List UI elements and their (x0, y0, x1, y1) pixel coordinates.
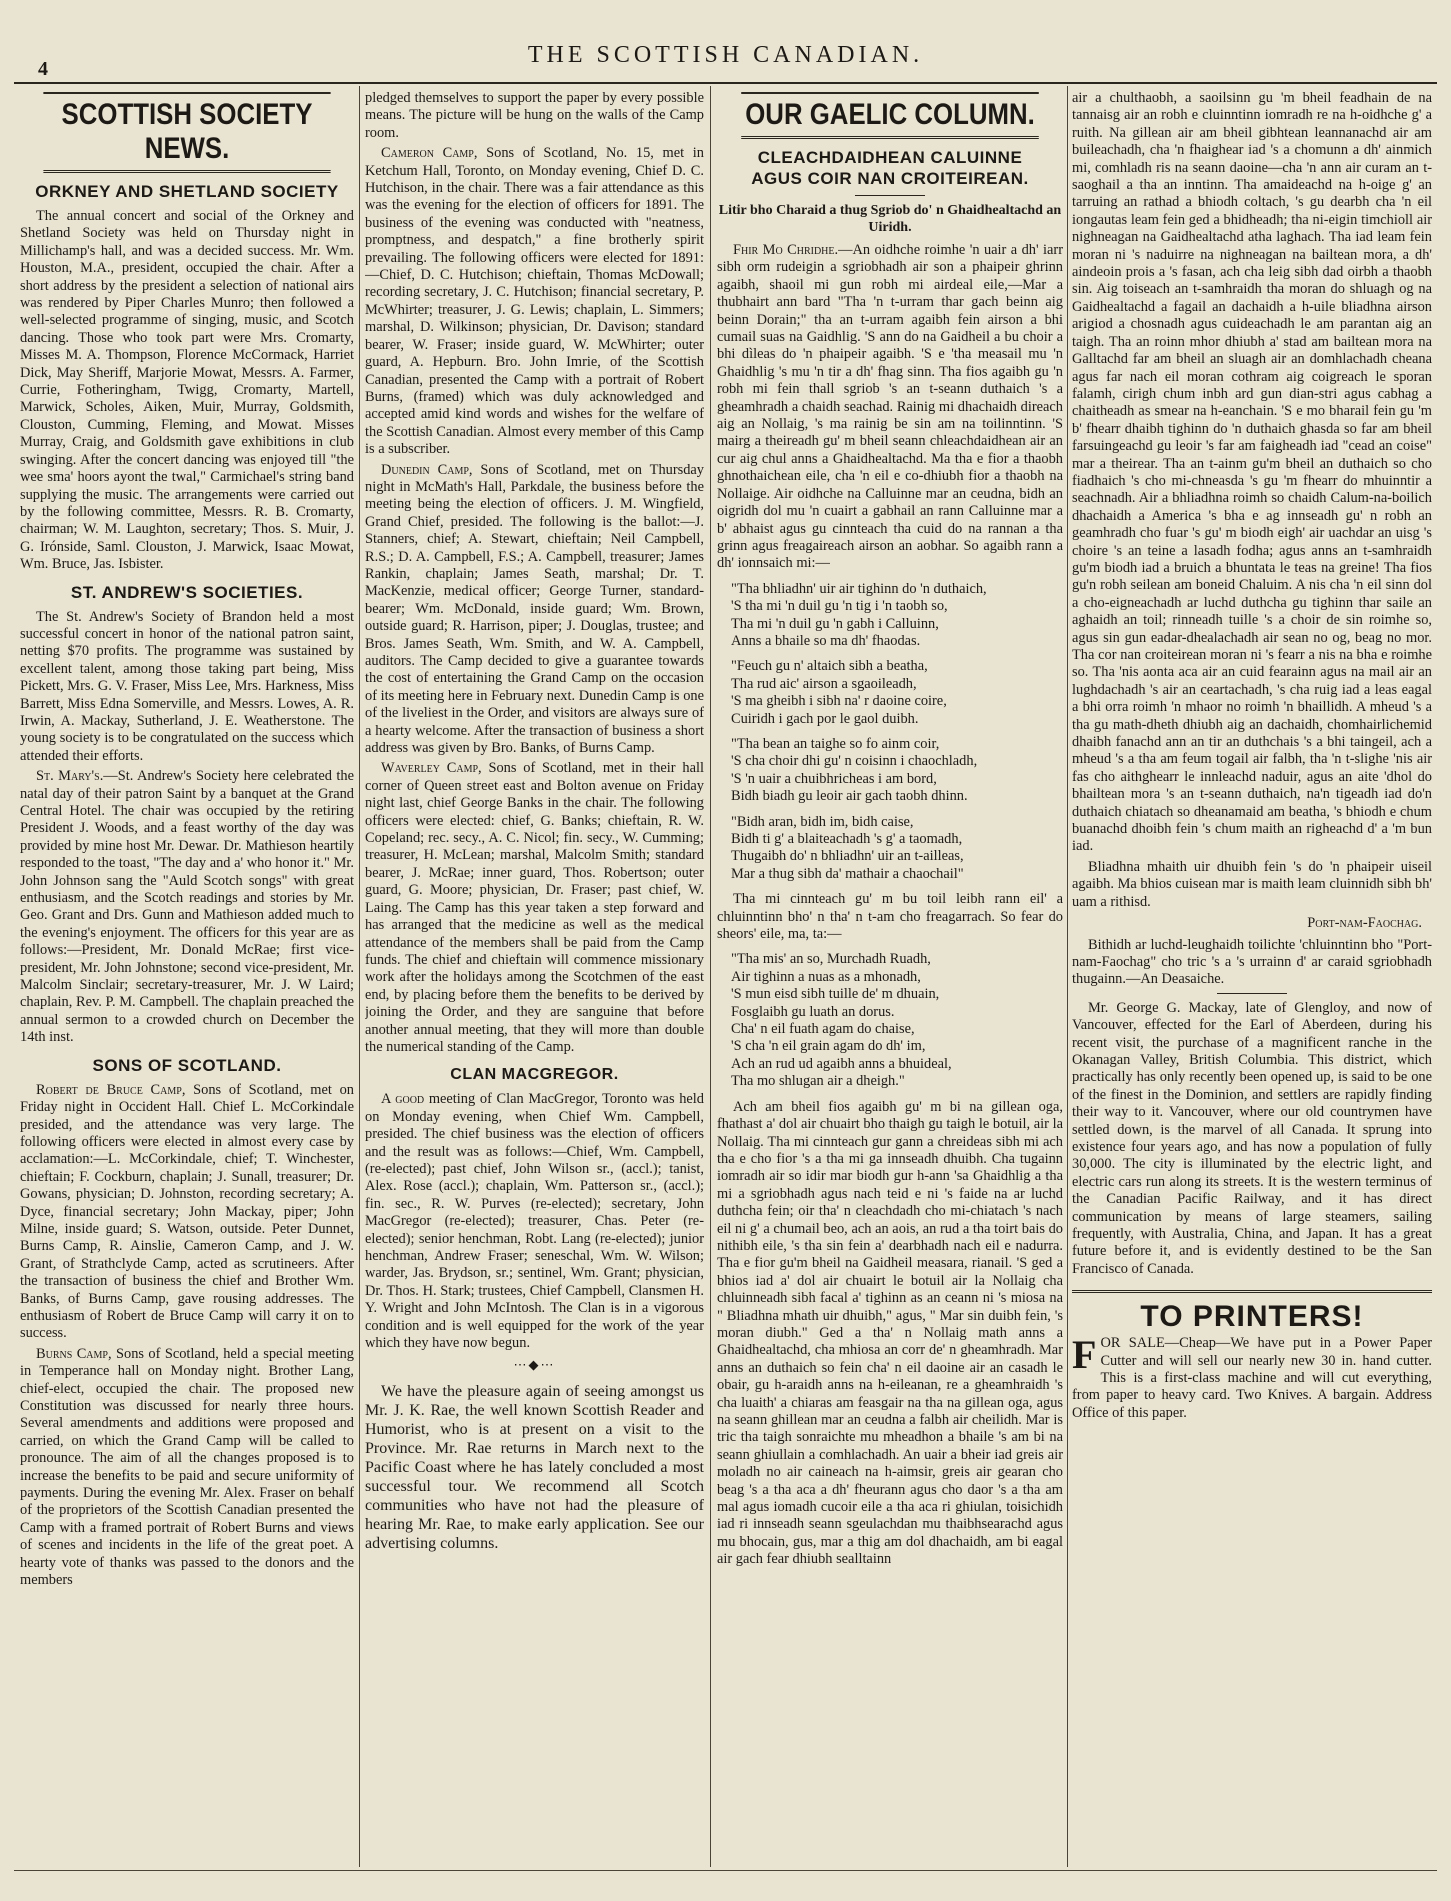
ad-dropcap: F (1072, 1332, 1097, 1378)
heading-orkney-shetland: ORKNEY AND SHETLAND SOCIETY (35, 182, 339, 201)
body-robert-de-bruce: Sons of Scotland, met on Friday night in Occident Hall. Chief L. McCorkindale presided, and the attendance was very large. The following officers were elected in almost every case by acclamation:—L. McCorkindale, chief; T. Winchester, chieftain; F. Cockburn, chaplain; J. Sunall, treasurer; Dr. Gowans, physician; D. Johnston, recording secretary; A. Dyce, financial secretary; John Mackay, piper; John Milne, inside guard; S. Watson, outside. Peter Dunnet, Burns Camp, R. Ainslie, Cameron Camp, and J. W. Grant, of Strathclyde Camp, acted as scrutineers. After the transaction of business the chief and Brother Wm. Banks, of Burns Camp, gave rousing addresses. The enthusiasm of Robert de Bruce Camp will carry it on to success. (20, 1081, 354, 1342)
verse-4 (731, 814, 1063, 884)
column-2 (365, 90, 704, 1867)
verse-line: "Tha bhliadhn' uir air tighinn do 'n duthaich, (731, 580, 987, 597)
verse-line: "Bidh aran, bidh im, bidh caise, (731, 813, 914, 830)
heading-st-andrews: ST. ANDREW'S SOCIETIES. (70, 582, 304, 602)
verse-line: Cha' n eil fuath agam do chaise, (731, 1021, 915, 1038)
article-clan-macgregor (365, 1091, 704, 1352)
article-rae: We have the pleasure again of seeing amongst us Mr. J. K. Rae, the well known Scottish Reader and Humorist, who is at present on a visit to the Province. Mr. Rae returns in March next to the Pacific Coast where he has lately concluded a most successful tour. We recommend all Scotch communities who have not had the pleasure of hearing Mr. Rae, to make early application. See our advertising columns. (365, 1382, 704, 1552)
body-st-marys: —St. Andrew's Society here celebrated the natal day of their patron Saint by a banquet at the Grand Central Hotel. The chair was occupied by the retiring President J. Woods, and a feast worthy of the day was provided by mine host Mr. Dewar. Dr. Mathieson heartily responded to the toast, "The day and a' who honor it." Mr. John Johnson sang the "Auld Scotch songs" with great enthusiasm, and the Scotch readings and stories by Mr. Geo. Grant and Drs. Gunn and Mathieson added much to the evening's enjoyment. The officers for this year are as follows:—President, Mr. Donald McRae; first vice-president, Mr. John Johnstone; second vice-president, Mr. Malcolm Sinclair; secretary-treasurer, Mr. J. W Laird; chaplain, Rev. P. M. Campbell. The chaplain preached the annual sermon to a crowded church on December the 14th inst. (20, 768, 354, 1046)
verse-line: Cuiridh i gach por le gaol duibh. (731, 710, 919, 727)
article-mackay: Mr. George G. Mackay, late of Glengloy, and now of Vancouver, effected for the Earl of Aberdeen, during his recent visit, the purchase of a magnificent ranche in the Okanagan Valley, British Columbia. This district, which practically has only recently been opened up, is said to be one of the finest in the Dominion, and settlers are rapidly finding their way to it. Vancouver, where our old countrymen have settled down, is the marvel of all Canada. It sprung into existence four years ago, and has now a population of fully 30,000. The city is illuminated by the electric light, and electric cars run along its streets. It is the western terminus of the Canadian Pacific Railway, and it has direct communication by means of large steamers, sailing frequently, with Australia, China, and Japan. It has a great future before it, and is evidently destined to be the San Francisco of Canada. (1072, 999, 1432, 1277)
lead-cameron-camp: Cameron Camp, (381, 145, 478, 162)
body-waverley-camp: Sons of Scotland, met in their hall corner of Queen street east and Bolton avenue on Friday night last, chief George Banks in the chair. The following officers were elected: chief, G. Banks; chieftain, R. W. Copeland; rec. secy., A. C. Nicol; fin. secy., W. Cumming; treasurer, H. McLean; marshal, Malcolm Smith; standard bearer, J. McRae; inner guard, Thos. Robertson; outer guard, G. Moore; physician, Dr. Fraser; past chief, W. Laing. The Camp has this year taken a step forward and has arranged that the medicine as well as the medical attendance of the members shall be paid from the Camp funds. The chief and chieftain will commence missionary work after the holidays among the Scotchmen of the east end, by placing before them the benefits to be derived by joining the Order, and they are sanguine that before another annual meeting, that they will more than double the numerical standing of the Camp. (365, 760, 704, 1055)
gaelic-para-1-body: —An oidhche roimhe 'n uair a dh' iarr sibh orm rudeigin a sgriobhadh air son a phaipeir ghrinn agaibh, shaoil mi gun robh mi airdeal eile,—Mar a thubhairt ann bard "Tha 'n t-urram thar gach beinn aig beinn Dorain;" tha an t-urram agaibh fein airson a bhi cumail suas na Gaidhlig. 'S ann do na Gaidheil a bu choir a bhi dìleas do 'n phaipeir agaibh. 'S e 'tha measail mu 'n Ghaidhlig 's mu 'n tir a dh' fhag sinn. Tha fios agaibh gu 'n robh mi fein thall sgriob 's an t-seann duthaich 's a gheamhradh a chaidh seachad. Rainig mi dhachaidh direach aig an Nollaig, 's ma rainig be sin am na toilinntinn. 'S mairg a theireadh gu' m bheil seann chleachdaidhean air an cur aig chul anns a Ghaidhealtachd. Ma tha e fior a thaobh ghnothaichean eile, cha 'n eil e co-dhiubh fior a thaobh na Nollaige. Air oidhche na Calluinne mar an ceudna, bidh an oigridh dol mu 'n cuairt a gabhail an rann Calluinne mar a b' abhaist agus gu cinnteach tha cuid do na rannan a tha grinn agus freagaireach airson an aobhar. So agaibh rann a dh' ionnsaich mi:— (717, 242, 1063, 572)
lead-waverley-camp: Waverley Camp, (381, 760, 482, 777)
article-robert-de-bruce (20, 1082, 354, 1343)
body-cameron-camp: Sons of Scotland, No. 15, met in Ketchum Hall, Toronto, on Monday evening, Chief D. C. Hutchison, in the chair. There was a fair attendance as this was the evening for the election of officers for 1891. The business of the evening was conducted with "neatness, promptness, and despatch," a fine brotherly spirit prevailing. The following officers were elected for 1891:—Chief, D. C. Hutchison; chieftain, Thomas McDowall; recording secretary, J. C. Hutchison; financial secretary, P. McWhirter; treasurer, J. G. Lewis; chaplain, L. Simmers; marshal, D. Wilkinson; physician, Dr. Davison; standard bearer, W. Fraser; inside guard, W. McWhirter; outer guard, A. Hepburn. Bro. John Imrie, of the Scottish Canadian, presented the Camp with a portrait of Robert Burns, (framed) which was duly acknowledged and accepted amid kind words and wishes for the welfare of the Scottish Canadian. Almost every member of this Camp is a subscriber. (365, 145, 704, 458)
lead-robert-de-bruce: Robert de Bruce Camp, (36, 1081, 186, 1098)
verse-line: Anns a bhaile so ma dh' fhaodas. (731, 632, 921, 649)
verse-line: Tha rud aic' airson a sgaoileadh, (731, 675, 917, 692)
letter-heading: Litir bho Charaid a thug Sgriob do' n Ghaidhealtachd an Uiridh. (718, 203, 1062, 235)
masthead: THE SCOTTISH CANADIAN. (527, 42, 924, 68)
verse-3 (731, 736, 1063, 806)
notice-rae (365, 1382, 704, 1553)
short-rule (855, 195, 925, 196)
short-rule (1217, 993, 1287, 994)
article-brandon: The St. Andrew's Society of Brandon held a most successful concert in honor of the national patron saint, netting $70 profits. The programme was sustained by excellent talent, among those taking part being, Miss Pickett, Mrs. G. V. Fraser, Miss Lee, Mrs. Harkness, Miss Barrett, Miss Edna Somerville, and Messrs. Lowes, A. R. Irwin, A. Mackay, Sutherland, J. E. Weatherstone. The young society is to be congratulated on the success which attended their efforts. (20, 608, 354, 764)
verse-line: Tha mo shlugan air a dheigh." (731, 1073, 905, 1090)
heading-clan-macgregor: CLAN MACGREGOR. (450, 1066, 619, 1084)
article-waverley-camp (365, 760, 704, 1056)
column-rule (710, 86, 711, 1867)
gaelic-subtitle-line2: AGUS COIR NAN CROITEIREAN. (751, 169, 1029, 188)
column-3 (717, 90, 1063, 1867)
article-st-marys (20, 768, 354, 1047)
article-cameron-camp (365, 145, 704, 458)
verse-line: Fosglaibh gu luath an dorus. (731, 1003, 895, 1020)
verse-line: 'S tha mi 'n duil gu 'n tig i 'n taobh so, (731, 598, 948, 615)
verse-line: 'S 'n uair a chuibhricheas i am bord, (731, 770, 937, 787)
article-dunedin-camp (365, 462, 704, 758)
bottom-rule (14, 1870, 1437, 1871)
ad-text: OR SALE—Cheap—We have put in a Power Paper Cutter and will sell our nearly new 30 in. hand cutter. This is a first-class machine and will cut everything, from paper to heavy card. Two Knives. A bargain. Address Office of this paper. (1072, 1335, 1432, 1421)
gaelic-para-closing: Bliadhna mhaith uir dhuibh fein 's do 'n phaipeir uiseil agaibh. Ma bhios cuisean mar is maith leam cluinnidh sibh bh' uam a rithisd. (1072, 858, 1432, 910)
verse-line: "Feuch gu n' altaich sibh a beatha, (731, 658, 928, 675)
column-1 (20, 90, 354, 1867)
verse-line: 'S cha 'n eil grain agam do dh' im, (731, 1038, 926, 1055)
verse-line: "Tha bean an taighe so fo ainm coir, (731, 735, 940, 752)
gaelic-para-2: Tha mi cinnteach gu' m bu toil leibh rann eil' a chluinntinn bho' n tha' n t-am cho freagarrach. So fear do sheors' eile, ma, ta:— (717, 891, 1063, 943)
verse-line: 'S ma gheibh i sibh na' r daoine coire, (731, 693, 947, 710)
lead-burns-camp: Burns Camp, (36, 1345, 112, 1362)
verse-line: Tha mi 'n duil gu 'n gabh i Calluinn, (731, 615, 939, 632)
gaelic-subtitle (717, 147, 1063, 189)
ornament-divider: ⋯◆⋯ (513, 1357, 556, 1373)
verse-line: Ach an rud ud agaibh anns a bhuideal, (731, 1055, 952, 1072)
column-rule (1067, 86, 1068, 1867)
column-rule (359, 86, 360, 1867)
lead-clan-macgregor: A good (381, 1091, 425, 1108)
editor-note: Bithidh ar luchd-leughaidh toilichte 'chluinntinn bho "Port-nam-Faochag" cho tric 's a 's urrainn d' ar caraid sgriobhadh thugainn.—An Deasaiche. (1072, 936, 1432, 988)
verse-line: Bidh ti g' a blaiteachadh 's g' a taomadh, (731, 831, 963, 847)
verse-line: Mar a thug sibh da' mathair a chaochail" (731, 865, 964, 882)
verse-line: Bidh biadh gu leoir air gach taobh dhinn. (731, 788, 968, 805)
verse-line: Thugaibh do' n bhliadhn' uir an t-ailleas, (731, 848, 964, 865)
lead-st-marys: St. Mary's. (36, 768, 104, 785)
ad-body (1072, 1332, 1432, 1422)
top-rule (14, 82, 1437, 84)
column-4 (1072, 90, 1432, 1867)
heading-sons-of-scotland: SONS OF SCOTLAND. (92, 1055, 282, 1075)
body-burns-camp: Sons of Scotland, held a special meeting in Temperance hall on Monday night. Brother Lang, chief-elect, occupied the chair. The proposed new Constitution was discussed for nearly three hours. Several amendments and additions were proposed and carried, on which the Grand Camp will be called to pronounce. The aim of all the changes proposed is to increase the benefits to be paid and secure uniformity of payments. During the evening Mr. Alex. Fraser on behalf of the proprietors of the Scottish Canadian presented the Camp with a framed portrait of Robert Burns and views of scenes and incidents in the life of the great poet. A hearty vote of thanks was passed to the donors and the members (20, 1345, 354, 1589)
section-title-gaelic-column: OUR GAELIC COLUMN. (741, 92, 1039, 139)
body-dunedin-camp: Sons of Scotland, met on Thursday night in McMath's Hall, Parkdale, the business before the meeting being the election of officers. J. M. Wingfield, Grand Chief, presided. The following is the ballot:—J. Stanners, chief; A. Stewart, chieftain; Neil Campbell, R.S.; D. A. Campbell, F.S.; A. Campbell, treasurer; James Rankin, chaplain; James Seath, marshal; Dr. T. MacKenzie, medical officer; George Turner, standard-bearer; Wm. McDonald, inside guard; Wm. Brown, outside guard; R. Harrison, piper; J. Douglas, trustee; and Bros. James Seath, Wm. Smith, and W. A. Campbell, auditors. The Camp decided to give a guarantee towards the cost of entertaining the Grand Camp on the occasion of its meeting here in February next. Dunedin Camp is one of the liveliest in the Order, and visitors are always sure of a hearty welcome. After the transaction of business a short address was given by Bro. Banks, of Burns Camp. (365, 461, 704, 757)
article-burns-camp (20, 1346, 354, 1590)
lead-dunedin-camp: Dunedin Camp, (381, 461, 473, 478)
ad-title: TO PRINTERS! (1140, 1300, 1364, 1334)
verse-line: Air tighinn a nuas as a mhonadh, (731, 968, 921, 985)
signature: Port-nam-Faochag. (1307, 915, 1422, 932)
verse-2 (731, 658, 1063, 728)
verse-5 (731, 951, 1063, 1090)
gaelic-para-1 (717, 242, 1063, 573)
gaelic-subtitle-line1: CLEACHDAIDHEAN CALUINNE (757, 148, 1023, 167)
gaelic-para-cont: air a chulthaobh, a saoilsinn gu 'm bheil feadhain de na tannaisg air an robh e cluinntinn iomradh re na h-oidhche g' a ruith. Na gillean air am bheil gibhtean leannanachd air am buileachadh, cha 'n fhaighear iad 's a chomunn a dh' ainmich mi, comhladh ris na seann daoine—cha 'n ann air curam an t-saoghail a tha an inntinn. Tha amaideachd na h-oige g' an tarruing an rathad a bhiodh coltach, 's gu dearbh cha 'n eil iongautas leam fein ged a bhidheadh; tha ni-eigin timchioll air nighneagan na Gaidhealtachd atha laghach. Tha iad leam fein moran ni 's naduirre na nighneagan na bailtean mora, a dh' aindeoin prois a 's fasan, ach cha leig sibh dad oirbh a thaobh sin. Aig toiseach an t-samhraidh tha moran do shluagh og na Gaidhealtachd a fagail an dachaidh a h-uile bliadhna airson arigiod a chosnadh agus cuideachadh le am parantan aig an taigh. Tha an roinn mhor dhiubh a' stad am bailtean mora na Galltachd far am bheil an sluagh air an domhlachadh cheana agus far nach eil moran cothram aig coigreach le sporan falamh, cirigh chum inbh ard gun dian-stri agus cabhag a chaitheadh as smear na h-eanchain. 'S e mo bharail fein gu 'm b' fhearr dhaibh tighinn do 'n duthaich ghasda so far am bheil farsuingeachd gu leoir 's far am faigheadh iad "cead an coise" mar a theirear. Tha an t-ainm gu'm bheil an duthaich so cho fiadhaich 's cho mi-chneasda 's gu 'm fhearr do mhuinntir a seachnadh. Air a bhliadhna roimh so chaidh Calum-na-boilich dhachaidh a America 's bha e ag innseadh gu' n robh an geamhradh cho fuar 's gu' m biodh eigh' air uachdar an uisg 's choire 's an teine a lasadh fodha; agus anns an t-samhraidh gu'm biodh iad a bruich a bhuntata le teas na greine! Tha fios gu'n robh seilean am boneid Chaluim. A nis cha 'n eil sinn dol a cho-eigneachadh ar luchd duthcha gu tighinn thar saile an aghaidh an toil; rinneadh tuille 's a choir de sin roimhe so, agus sin gun eadar-dhealachadh air sean no og, beag no mor. Tha cor nan croiteirean moran ni 's fearr a nis na bha e roimhe so. Tha 'nis aonta aca air an cuid fearainn agus na mail air an lughdachadh 's air an ceartachadh, 's cha ruig iad a leas eagal a bhi orra roimh 'n mhaor no roimh 'n bhaillidh. A mheud 's a tha gu math-dheth dhiubh aig an dachaidh, chomhairlichemid dhaibh fanachd ann an tir an duthchais 's a bhi taingeil, ach a mheud 's a tha am feum togail air falbh, tha 'n t-slighe 'nis air fas cho aithghearr le innleachd naduir, agus an aite 'dhol do bhailtean mora 's an t-seann duthaich, na'n tigeadh iad do'n duthaich chiatach so dheanamaid am beatha, 's bhiodh e chum buanachd dhoibh fein 's chum maith an righeachd d' a 'm bun iad. (1072, 90, 1432, 855)
article-burns-camp-cont: pledged themselves to support the paper by every possible means. The picture will be hung on the walls of the Camp room. (365, 90, 704, 141)
verse-line: 'S mun eisd sibh tuille de' m dhuain, (731, 986, 940, 1003)
verse-line: 'S cha choir dhi gu' n coisinn i chaochladh, (731, 753, 978, 770)
gaelic-para-3: Ach am bheil fios agaibh gu' m bi na gillean oga, fhathast a' dol air chuairt bho thaigh gu taigh le botuil, air la Nollaig. Tha mi cinnteach gur gann a chreideas sibh mi ach tha e cho fior 's a tha mi ga innseadh dhuibh. Cha tugainn iomradh air so idir mar biodh gur h-ann 'sa Ghaidhlig a tha mi a sgriobhadh agus nach teid e ni 's faide na ar luchd duthcha fein; oir tha' n cleachdadh cho mi-chiatach 's nach eil ni g' a chumail beo, ach an aois, an rud a tha toirt bais do nithibh eile, 's tha sin fein a' dearbhadh nach eil e nadurra. Tha e fior gu'm bheil na Gaidheil measara, rianail. 'S ged a bhios iad a' dol air chuairt le botuil air la Nollaig cha chluinneadh sibh facal a' tighinn as an ceann ni 's miosa na " Bliadhna mhath uir dhuibh," agus, " Mar sin duibh fein, 's moran diubh." Ged a tha' n Nollaig math anns a Ghaidhealtachd, cha mhiosa an corr de' n gheamhradh. Mar anns an duthaich so fein cha' n eil daoine air an casadh le obair, gu h-araidh anns na h-eileanan, re a gheamhraidh 's cha luaith' a chiaras am feasgair na tha na gillean oga, agus na seann ghillean mar an ceudna a falbh air cheilidh. Mar is tric tha taigh sonraichte mu mheadhon a bhaile 's am bi na seann ghiullain a comhlachadh. An uair a bheir iad greis air moladh no air caineach na h-aimsir, greis air gearan cho beag 's a tha aca a dh' fheurann agus cho daor 's a tha am mal agus iomadh cucoir eile a tha aca ri ghiulan, toisichidh iad ri innseadh seann sgeulachdan mu thaibhsearachd agus mu bhocain, gus, mar a thig am dol dhachaidh, am bi eagal air gach fear dhiubh sealltainn (717, 1098, 1063, 1568)
advertisement-printers (1072, 1290, 1432, 1422)
section-title-scottish-society-news: SCOTTISH SOCIETY NEWS. (43, 92, 330, 173)
page-number: 4 (38, 58, 48, 80)
verse-line: "Tha mis' an so, Murchadh Ruadh, (731, 951, 931, 968)
body-clan-macgregor: meeting of Clan MacGregor, Toronto was held on Monday evening, when Chief Wm. Campbell, presided. The chief business was the election of officers and the result was as follows:—Chief, Wm. Campbell, (re-elected); past chief, John Wilson sr., (accl.); tanist, Alex. Rose (accl.); chaplain, Wm. Patterson sr., (accl.); fin. sec., R. W. Purves (re-elected); secretary, John MacGregor (re-elected); treasurer, Chas. Peter (re-elected); senior henchman, Robt. Lang (re-elected); junior henchman, Andrew Fraser; seneschal, Wm. W. Wilson; warder, Jas. Brydson, sr.; sentinel, Wm. Grant; physician, Dr. Thos. H. Stark; trustees, Chief Campbell, Clansmen H. Y. Wright and John McIntosh. The Clan is in a vigorous condition and is well equipped for the work of the year which they have now begun. (365, 1091, 704, 1352)
salutation: Fhir Mo Chridhe. (733, 242, 839, 258)
verse-1 (731, 581, 1063, 651)
article-orkney: The annual concert and social of the Orkney and Shetland Society was held on Thursday night in Millichamp's hall, and was a decided success. Mr. Wm. Houston, M.A., president, occupied the chair. After a short address by the president a selection of national airs was rendered by Piper Charles Munro; then followed a well-selected programme of singing, music, and Scotch dancing. Those who took part were Mrs. Cromarty, Misses M. A. Thompson, Florence McCormack, Harriet Dick, May Sheriff, Marjorie Mowat, Messrs. A. Farmer, Currie, Fotheringham, Twigg, Cromarty, Martell, Marwick, Scholes, Aiken, Muir, Murray, Goldsmith, Clouston, Cumming, Fleming, and Mowat. Misses Murray, Craig, and Goldsmith gave exhibitions in club swinging. After the concert dancing was enjoyed till "the wee sma' hoors ayont the twal," Carmichael's string band supplying the music. The arrangements were carried out by the following committee, Messrs. R. B. Cromarty, chairman; W. M. Laughton, secretary; Thos. S. Muir, J. G. Irónside, Saml. Clouston, J. Marwick, Isaac Mowat, Wm. Bruce, Jas. Isbister. (20, 208, 354, 573)
